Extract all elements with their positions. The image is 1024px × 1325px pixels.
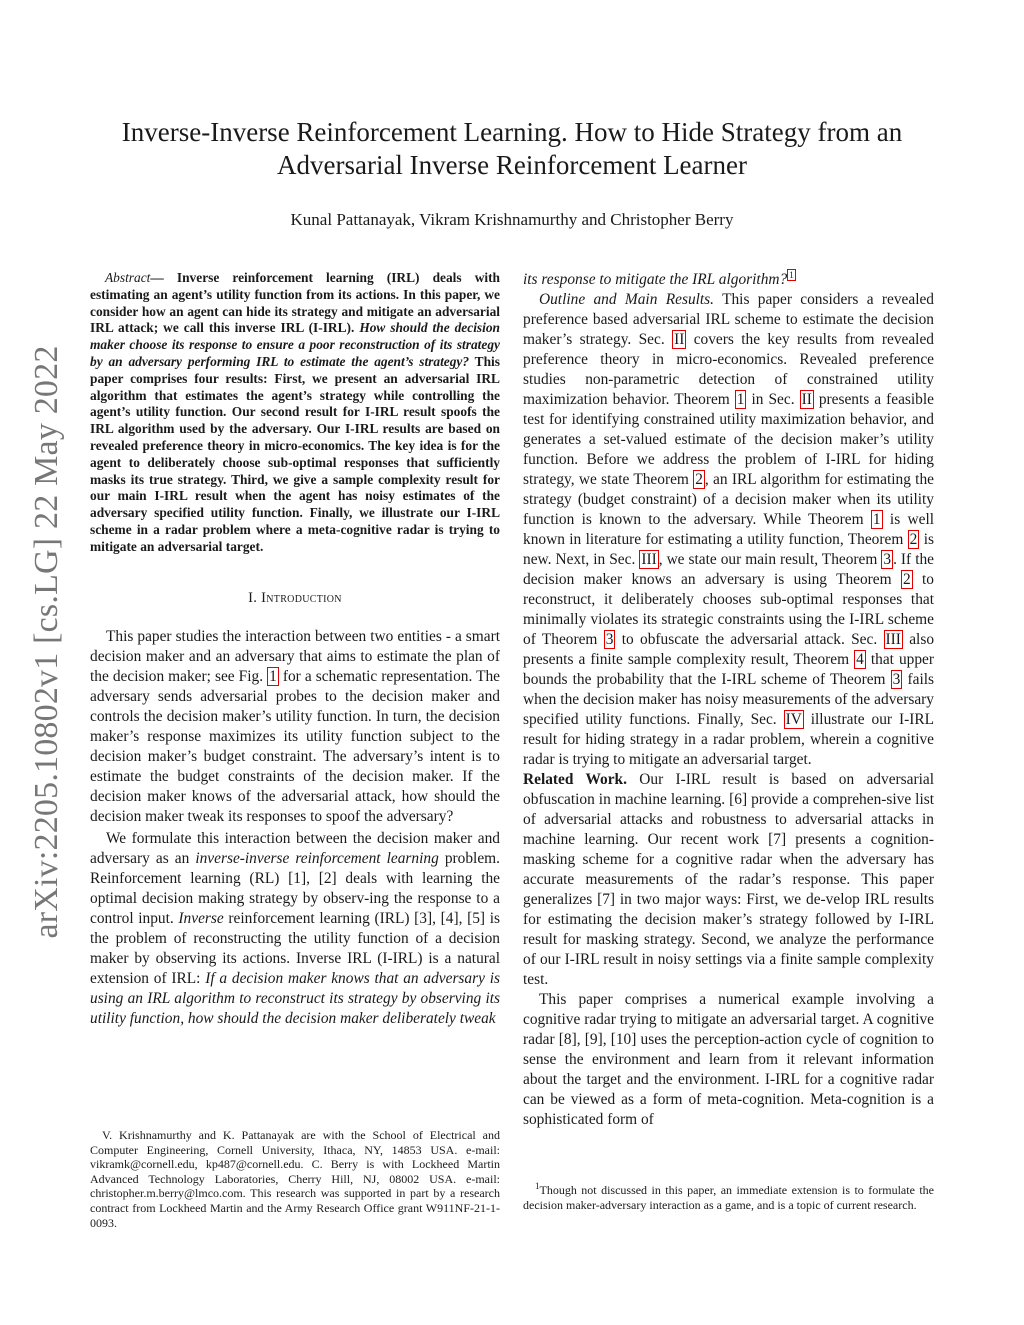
outline-text: to obfuscate the adversarial attack. Sec. xyxy=(615,631,884,649)
theorem-link[interactable]: 1 xyxy=(872,511,881,529)
outline-text: , an IRL algorithm for estimating the strategy (budget constraint) of a decision maker when its utility function is known to the adversary. While Theorem xyxy=(523,471,934,529)
intro-p1-text-b: for a schematic representation. The adversary sends adversarial probes to the decision maker and controls the decision maker’s utility function. In turn, the decision maker’s response maximizes its utility function subject to the decision maker’s budget constraint. The adversary’s intent is to estimate the budget constraints of the decision maker. If the decision maker knows of the adversarial attack, how should the decision maker tweak its responses to spoof the adversary? xyxy=(90,667,501,825)
outline-text: in Sec. xyxy=(746,391,800,409)
section-title: Introduction xyxy=(261,589,342,606)
intro-p2-emphasis-3: If a decision maker knows that an adversary is using an IRL algorithm to reconstruct its strategy by observing its utility function, how should the decision maker deliberately tweak xyxy=(90,969,500,1027)
outline-text: covers the key results from revealed preference theory in micro-economics. Revealed preference studies non-parametric detection of constrained utility maximization behavior. Theorem xyxy=(523,331,934,409)
right-column xyxy=(523,268,934,1130)
section-heading-introduction xyxy=(90,590,500,607)
section-link[interactable]: IV xyxy=(785,711,802,729)
radar-paragraph: This paper comprises a numerical example involving a cognitive radar trying to mitigate an adversarial target. A cognitive radar [8], [9], [10] uses the perception-action cycle of cognition to sense the environment and learn from it relevant information about the target and the environment. I-IRL for a cognitive radar can be viewed as a form of meta-cognition. Meta-cognition is a sophisticated form of xyxy=(523,991,934,1129)
theorem-link[interactable]: 3 xyxy=(605,631,614,649)
theorem-link[interactable]: 3 xyxy=(892,671,901,689)
section-link[interactable]: III xyxy=(641,551,657,569)
section-link[interactable]: III xyxy=(885,631,901,649)
intro-p2-text-a: We formulate this interaction between the decision maker and adversary as an xyxy=(90,829,500,867)
footnote-link[interactable]: 1 xyxy=(789,270,794,280)
intro-p2-emphasis-1: inverse-inverse reinforcement learning xyxy=(195,849,439,867)
continued-question xyxy=(523,268,934,290)
outline-text: is well known in literature for estimating a utility function, Theorem xyxy=(523,511,934,549)
arxiv-identifier-text: arXiv:2205.10802v1 [cs.LG] 22 May 2022 xyxy=(28,345,65,939)
outline-text: illustrate our I-IRL result for hiding strategy in a radar problem, wherein a cognitive radar is trying to mitigate an adversarial target. xyxy=(523,711,934,769)
intro-paragraph-2 xyxy=(90,829,500,1029)
continued-question-text: its response to mitigate the IRL algorithm? xyxy=(523,271,788,289)
section-link[interactable]: II xyxy=(801,391,812,409)
figure-link[interactable]: 1 xyxy=(269,667,277,685)
intro-p2-text-c: reinforcement learning (IRL) [3], [4], [5] is the problem of reconstructing the utility function of a decision maker by observing its actions. Inverse IRL (I-IRL) is a natural extension of IRL: xyxy=(90,909,500,987)
outline-paragraph xyxy=(523,290,934,770)
abstract xyxy=(90,270,500,556)
outline-text: to reconstruct, it deliberately chooses sub-optimal responses that minimally violates its strategic constraints using the I-IRL scheme of Theorem xyxy=(523,571,934,649)
related-work-text: Our I-IRL result is based on adversarial obfuscation in machine learning. [6] provide a comprehen-sive list of adversarial attacks and robustness to adversarial attacks in machine learning. Our recent work [7] presents a cognition-masking scheme for a cognitive radar when the adversary has accurate measurements of the radar’s response. This paper generalizes [7] in two major ways: First, we de-velop IRL results for estimating the decision maker’s strategy followed by I-IRL result for masking strategy. Second, we analyze the performance of our I-IRL result in noisy settings via a finite sample complexity test. xyxy=(523,771,934,989)
intro-p2-emphasis-2: Inverse xyxy=(178,909,224,927)
theorem-link[interactable]: 2 xyxy=(902,571,911,589)
theorem-link[interactable]: 1 xyxy=(736,391,745,409)
title-line-1: Inverse-Inverse Reinforcement Learning. How to Hide Strategy from an xyxy=(121,117,903,147)
outline-text: presents a feasible test for identifying constrained utility maximization behavior, and generates a set-valued estimate of the decision maker’s utility function. Before we address the problem of I-IRL for hiding strategy, we state Theorem xyxy=(523,391,934,489)
abstract-question: How should the decision maker choose its response to ensure a poor reconstruction of its strategy by an adversary performing IRL to estimate the agent’s strategy? xyxy=(90,320,500,369)
outline-heading: Outline and Main Results. xyxy=(539,291,715,309)
author-list: Kunal Pattanayak, Vikram Krishnamurthy and Christopher Berry xyxy=(290,210,734,229)
arxiv-identifier xyxy=(30,342,64,942)
abstract-text-1: Inverse reinforcement learning (IRL) deals with estimating an agent’s utility function from its actions. In this paper, we consider how an agent can hide its strategy and mitigate an adversarial IRL attack; we call this inverse IRL (I-IRL). xyxy=(90,270,500,336)
theorem-link[interactable]: 2 xyxy=(695,471,703,489)
affiliation-footnote: V. Krishnamurthy and K. Pattanayak are with the School of Electrical and Computer Engineering, Cornell University, Ithaca, NY, 14853 USA. e-mail: vikramk@cornell.edu, kp487@cornell.edu. C. Berry is with Lockheed Martin Advanced Technology Laboratories, Cherry Hill, NJ, 08002 USA. e-mail: christopher.m.berry@lmco.com. This research was supported in part by a research contract from Lockheed Martin and the Army Research Office grant W911NF-21-1-0093. xyxy=(90,1128,500,1230)
section-number: I. xyxy=(248,589,262,606)
footnote-text: Though not discussed in this paper, an immediate extension is to formulate the decision maker-adversary interaction as a game, and is a topic of current research. xyxy=(523,1183,934,1212)
title-line-2: Adversarial Inverse Reinforcement Learner xyxy=(276,150,747,180)
intro-p1-text-a: This paper studies the interaction between two entities - a smart decision maker and an adversary that aims to estimate the plan of the decision maker; see Fig. xyxy=(90,627,500,685)
outline-text: This paper considers a revealed preference based adversarial IRL scheme to estimate the decision maker’s strategy. Sec. xyxy=(523,291,934,349)
theorem-link[interactable]: 3 xyxy=(883,551,892,569)
outline-text: is new. Next, in Sec. xyxy=(523,531,934,569)
footnote-1 xyxy=(523,1183,934,1212)
related-work-heading: Related Work. xyxy=(523,771,627,789)
outline-text: that upper bounds the probability that the I-IRL scheme of Theorem xyxy=(523,651,934,689)
intro-paragraph-1 xyxy=(90,627,500,827)
related-work-paragraph xyxy=(523,770,934,990)
paper-title xyxy=(100,116,924,182)
section-link[interactable]: II xyxy=(674,331,685,349)
theorem-link[interactable]: 2 xyxy=(909,531,918,549)
abstract-dash: — xyxy=(150,270,177,285)
left-column xyxy=(90,270,500,1029)
abstract-label: Abstract xyxy=(105,270,151,285)
abstract-text-2: This paper comprises four results: First, we present an adversarial IRL algorithm that estimates the agent’s strategy while controlling the agent’s utility function. Our second result for I-IRL result spoofs the IRL algorithm used by the adversary. Our I-IRL results are based on revealed preference theory in micro-economics. The key idea is for the agent to deliberately choose sub-optimal responses that sufficiently masks its true strategy. Third, we give a sample complexity result for our main I-IRL result when the agent has noisy estimates of the adversary specified utility function. Finally, we illustrate our I-IRL scheme in a radar problem where a meta-cognitive radar is trying to mitigate an adversarial target. xyxy=(90,353,500,554)
intro-p2-text-b: problem. Reinforcement learning (RL) [1], [2] deals with learning the optimal decision making strategy by observ-ing the response to a control input. xyxy=(90,849,500,927)
footnote-mark: 1 xyxy=(535,1181,540,1191)
outline-text: also presents a finite sample complexity result, Theorem xyxy=(523,631,935,669)
outline-text: . If the decision maker knows an adversary is using Theorem xyxy=(523,551,934,589)
theorem-link[interactable]: 4 xyxy=(856,651,864,669)
outline-text: fails when the decision maker has noisy measurements of the adversary specified utility functions. Finally, Sec. xyxy=(523,671,934,729)
outline-text: , we state our main result, Theorem xyxy=(658,551,882,569)
